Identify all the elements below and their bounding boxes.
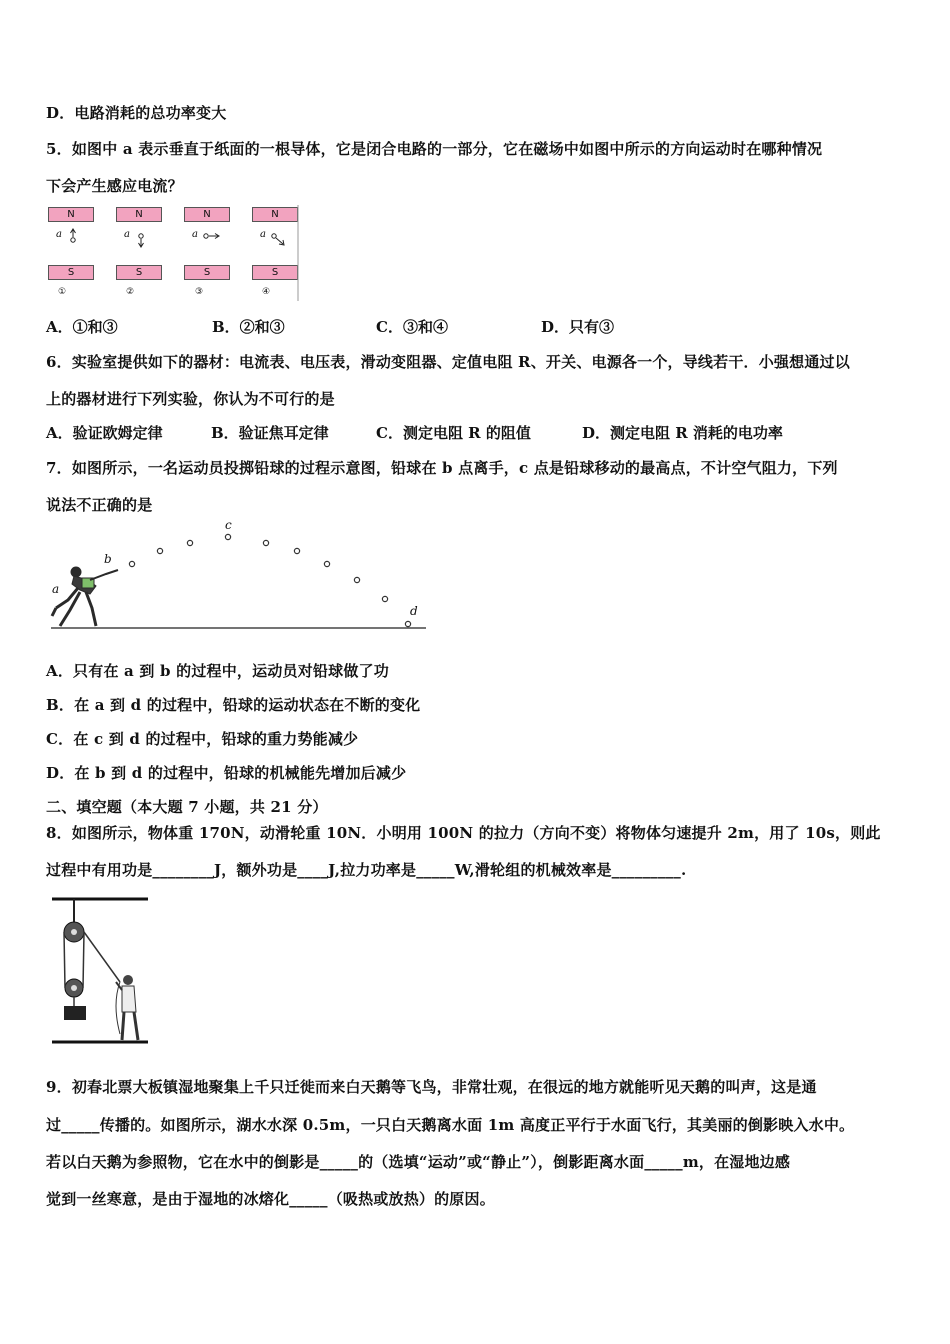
q7-shotput-figure — [46, 518, 431, 633]
fig-number-3: ③ — [195, 287, 204, 297]
q9-line1: 9．初春北票大板镇湿地聚集上千只迁徙而来白天鹅等飞鸟，非常壮观，在很远的地方就能听见天鹅的叫声，这是通 — [46, 1078, 817, 1096]
q5-figure — [48, 205, 300, 301]
q5-option-c: C．③和④ — [376, 318, 448, 336]
q8-pulley-figure — [50, 894, 150, 1046]
fig-number-4: ④ — [262, 287, 271, 297]
magnet-n-3: N — [184, 207, 230, 222]
point-label-a: a — [52, 582, 60, 596]
q7-option-a: A．只有在 a 到 b 的过程中，运动员对铅球做了功 — [46, 662, 389, 680]
shotput-trajectory-icon — [46, 518, 431, 633]
magnet-s-4: S — [252, 265, 298, 280]
q7-option-c: C．在 c 到 d 的过程中，铅球的重力势能减少 — [46, 730, 359, 748]
point-label-c: c — [225, 518, 232, 532]
q9-line4: 觉到一丝寒意，是由于湿地的冰熔化_____（吸热或放热）的原因。 — [46, 1190, 495, 1208]
fig-number-2: ② — [126, 287, 135, 297]
magnet-s-3: S — [184, 265, 230, 280]
q5-option-d: D．只有③ — [541, 318, 615, 336]
conductor-label-3: a — [192, 229, 198, 240]
q7-stem-line2: 说法不正确的是 — [46, 496, 153, 514]
q8-stem-line2: 过程中有用功是________J，额外功是____J,拉力功率是_____W,滑轮组的机械效率是_________. — [46, 861, 687, 879]
q6-option-b: B．验证焦耳定律 — [211, 424, 329, 442]
q7-stem-line1: 7．如图所示，一名运动员投掷铅球的过程示意图，铅球在 b 点离手，c 点是铅球移动的最高点，不计空气阻力，下列 — [46, 459, 838, 477]
conductor-label-4: a — [260, 229, 266, 240]
magnet-n-2: N — [116, 207, 162, 222]
q4-option-d: D．电路消耗的总功率变大 — [46, 104, 227, 122]
magnet-n-1: N — [48, 207, 94, 222]
q6-option-c: C．测定电阻 R 的阻值 — [376, 424, 531, 442]
q5-stem-line1: 5．如图中 a 表示垂直于纸面的一根导体，它是闭合电路的一部分，它在磁场中如图中所示的方向运动时在哪种情况 — [46, 140, 823, 158]
fig-number-1: ① — [58, 287, 67, 297]
q9-line3: 若以白天鹅为参照物，它在水中的倒影是_____的（选填“运动”或“静止”），倒影距离水面_____m，在湿地边感 — [46, 1153, 791, 1171]
magnet-s-2: S — [116, 265, 162, 280]
conductor-label-2: a — [124, 229, 130, 240]
magnet-n-4: N — [252, 207, 298, 222]
point-label-b: b — [104, 552, 112, 566]
q5-option-a: A．①和③ — [46, 318, 118, 336]
q6-option-a: A．验证欧姆定律 — [46, 424, 163, 442]
q5-stem-line2: 下会产生感应电流？ — [46, 177, 183, 195]
q8-stem-line1: 8．如图所示，物体重 170N，动滑轮重 10N．小明用 100N 的拉力（方向不变）将物体匀速提升 2m，用了 10s，则此 — [46, 824, 881, 842]
q5-option-b: B．②和③ — [212, 318, 285, 336]
pulley-system-icon — [50, 894, 150, 1046]
athlete-figure — [52, 567, 118, 626]
q6-option-d: D．测定电阻 R 消耗的电功率 — [582, 424, 783, 442]
q6-stem-line1: 6．实验室提供如下的器材：电流表、电压表，滑动变阻器、定值电阻 R、开关、电源各一个，导线若干．小强想通过以 — [46, 353, 850, 371]
conductor-label-1: a — [56, 229, 62, 240]
q7-option-b: B．在 a 到 d 的过程中，铅球的运动状态在不断的变化 — [46, 696, 421, 714]
q7-option-d: D．在 b 到 d 的过程中，铅球的机械能先增加后减少 — [46, 764, 407, 782]
point-label-d: d — [410, 604, 418, 618]
magnet-s-1: S — [48, 265, 94, 280]
section-title: 二、填空题（本大题 7 小题，共 21 分） — [46, 798, 328, 816]
q6-stem-line2: 上的器材进行下列实验，你认为不可行的是 — [46, 390, 335, 408]
q9-line2: 过_____传播的。如图所示，湖水水深 0.5m，一只白天鹅离水面 1m 高度正平行于水面飞行，其美丽的倒影映入水中。 — [46, 1116, 855, 1134]
